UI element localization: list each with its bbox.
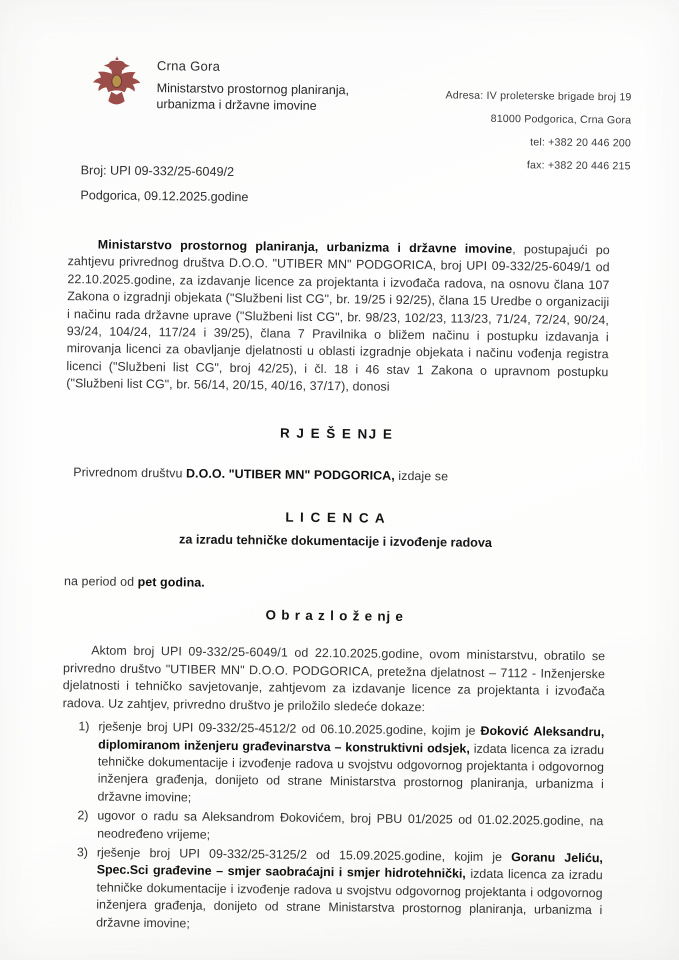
explanation-intro-paragraph: Aktom broj UPI 09-332/25-6049/1 od 22.10.2025.godine, ovom ministarstvu, obratilo se privredno društvo "UTIBER MN" D.O.O. PODGORICA, pretežna djelatnost – 7112 - Inženjerske djelatnosti i tehničko savjetovanje, zahtjevom za izdavanje licence za projektanta i izvođača radova. Uz zahtjev, privredno društvo je priložilo sledeće dokaze: <box>62 643 606 714</box>
address-line-2: 81000 Podgorica, Crna Gora <box>490 112 632 127</box>
evidence-item-number: 1) <box>78 719 90 734</box>
evidence-item-number: 2) <box>77 808 89 823</box>
evidence-person-bold: Goranu Jeliću, Spec.Sci građevine – smjer saobraćajni i smjer hidrotehnički, <box>96 850 603 881</box>
evidence-person-bold: Đoković Aleksandru, diplomiranom inženjeru građevinarstva – konstruktivni odsjek, <box>98 723 605 756</box>
evidence-item-text <box>96 844 603 937</box>
ministry-name: Ministarstvo prostornog planiranja, urbanizma i državne imovine <box>156 81 350 113</box>
contact-info-block <box>445 84 632 178</box>
country-name: Crna Gora <box>156 58 221 74</box>
evidence-item-1 <box>77 718 604 811</box>
evidence-item-text <box>97 808 603 849</box>
ministry-identity-block <box>156 55 379 115</box>
issued-to-post: izdaje se <box>394 468 449 484</box>
evidence-text-pre: rješenje broj UPI 09-332/25-3125/2 od 15.09.2025.godine, kojim je <box>96 845 512 865</box>
decision-title: R J E Š E NJ E <box>279 425 394 442</box>
preamble-text: , postupajući po zahtjevu privrednog društva D.O.O. "UTIBER MN" PODGORICA, broj UPI 09-332/25-6049/1 od 22.10.2025.godine, za izdavanje licence za projektanta i izvođača radova, na osnovu člana 107 Zakona o izgradnji objekata ("Službeni list CG", br. 19/25 i 92/25), člana 15 Uredbe o organizaciji i načinu rada državne uprave ("Službeni list CG", br. 98/23, 102/23, 113/23, 71/24, 72/24, 90/24, 93/24, 104/24, 117/24 i 39/25), člana 7 Pravilnika o bližem načinu i postupku izdavanja i mirovanja licenci za obavljanje djelatnosti u oblasti izgradnje objekata i načinu vođenja registra licenci ("Službeni list CG", broj 42/25), i čl. 18 i 46 stav 1 Zakona o upravnom postupku ("Službeni list CG", br. 56/14, 20/15, 40/16, 37/17), donosi <box>66 242 610 395</box>
document-number: Broj: UPI 09-332/25-6049/2 <box>80 163 235 179</box>
licence-period-line <box>64 573 606 597</box>
evidence-text-post: izdata licenca za izradu tehničke dokumentacije i izvođenje radova u svojstvu odgovornog projektanta i odgovornog inženjera građenja, donijeto od strane Ministarstva prostornog planiranja, urbanizma i državne imovine; <box>96 867 603 931</box>
fax-line: fax: +382 20 446 215 <box>526 159 631 173</box>
period-bold: pet godina. <box>137 574 205 590</box>
place-and-date: Podgorica, 09.12.2025.godine <box>80 188 249 205</box>
phone-line: tel: +382 20 446 200 <box>530 136 632 150</box>
document-content <box>0 53 679 938</box>
explanation-title: O b r a z l o ž e nj e <box>265 607 404 625</box>
licence-subtitle: za izradu tehničke dokumentacije i izvođenje radova <box>178 532 492 550</box>
evidence-item-2 <box>77 807 603 848</box>
issued-to-pre: Privrednom društvu <box>73 464 187 481</box>
period-pre: na period od <box>63 574 138 589</box>
company-name-bold: D.O.O. "UTIBER MN" PODGORICA, <box>185 466 395 483</box>
issued-to-line <box>73 464 607 487</box>
evidence-text-pre: ugovor o radu sa Aleksandrom Đokovićem, broj PBU 01/2025 od 01.02.2025.godine, na neodređeno vrijeme; <box>97 808 604 842</box>
preamble-ministry-bold: Ministarstvo prostornog planiranja, urbanizma i državne imovine <box>97 237 513 257</box>
evidence-text-post: izdata licenca za izradu tehničke dokumentacije i izvođenje radova u svojstvu odgovornog projektanta i odgovornog inženjera građenja, donijeto od strane Ministarstva prostornog planiranja, urbanizma i državne imovine; <box>97 741 605 805</box>
evidence-text-pre: rješenje broj UPI 09-332/25-4512/2 od 06.10.2025.godine, kojim je <box>98 719 481 738</box>
preamble-paragraph <box>66 236 610 399</box>
address-line-1: Adresa: IV proleterske brigade broj 19 <box>445 89 632 104</box>
evidence-item-3 <box>76 844 603 937</box>
montenegro-coat-of-arms-icon <box>87 54 146 113</box>
evidence-item-text <box>97 719 604 812</box>
evidence-item-number: 3) <box>76 845 89 860</box>
licence-title: L I C E N C A <box>285 509 387 526</box>
evidence-list <box>60 718 604 937</box>
